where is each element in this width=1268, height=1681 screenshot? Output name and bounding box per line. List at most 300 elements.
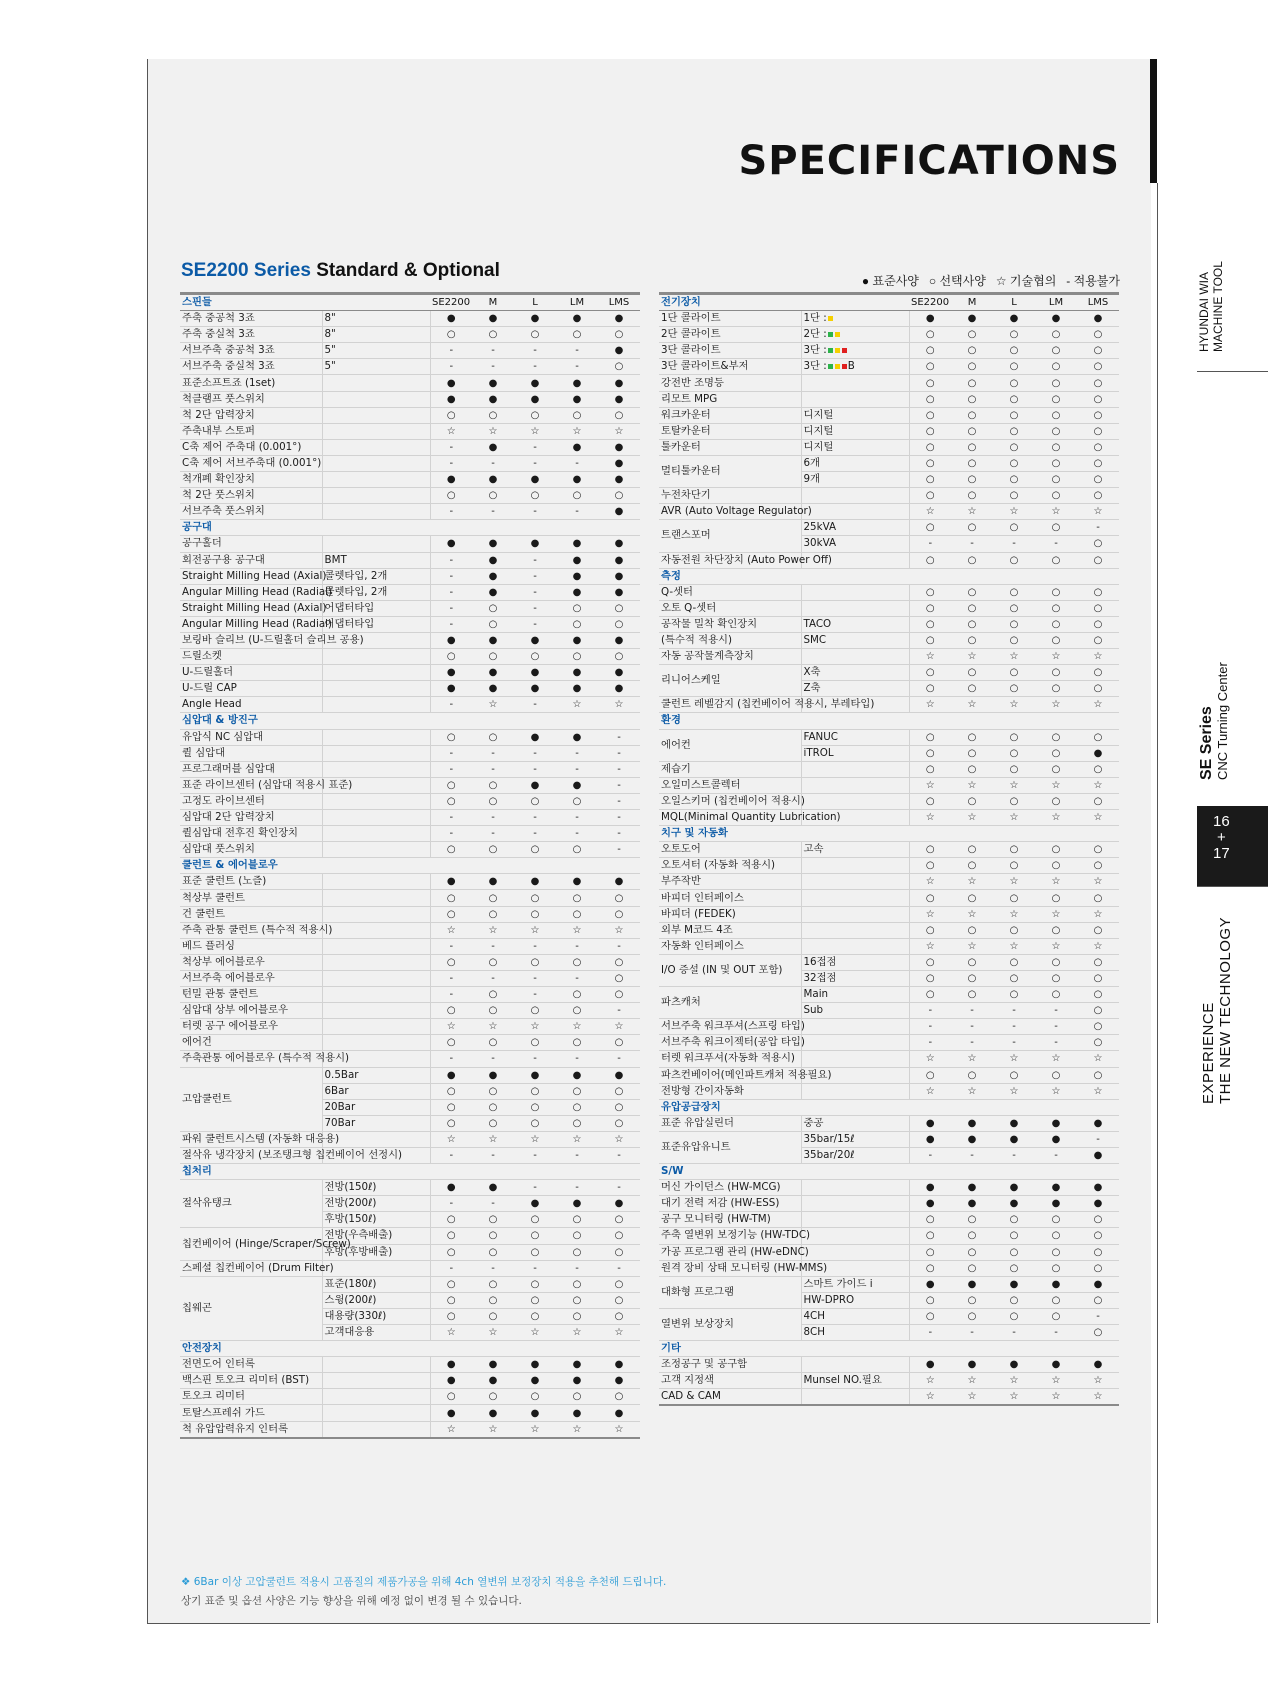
availability-symbol: ○ bbox=[598, 1083, 640, 1099]
spec-text: 표준(180ℓ) bbox=[324, 1277, 377, 1290]
table-row bbox=[659, 761, 1119, 777]
spec-text: 20Bar bbox=[324, 1100, 356, 1113]
availability-symbol: ○ bbox=[472, 1099, 514, 1115]
series-subtitle: CNC Turning Center bbox=[1215, 662, 1231, 780]
availability-symbol: ☆ bbox=[951, 697, 993, 713]
spec-text: 전방(200ℓ) bbox=[324, 1197, 377, 1210]
spec-text: 3단 : bbox=[803, 344, 827, 357]
availability-symbol: ○ bbox=[514, 1244, 556, 1260]
table-row bbox=[180, 1003, 640, 1019]
availability-symbol: ☆ bbox=[951, 906, 993, 922]
sidebar-series bbox=[1198, 630, 1231, 780]
availability-symbol: ○ bbox=[993, 1260, 1035, 1276]
spec-text: 콜렛타입, 2개 bbox=[324, 585, 388, 598]
item-name: I/O 증설 (IN 및 OUT 포함) bbox=[659, 954, 801, 986]
item-spec bbox=[322, 1244, 430, 1260]
availability-symbol: ○ bbox=[993, 488, 1035, 504]
item-spec bbox=[322, 906, 430, 922]
availability-symbol: ● bbox=[1035, 1196, 1077, 1212]
availability-symbol: ☆ bbox=[1035, 810, 1077, 826]
availability-symbol: ☆ bbox=[514, 423, 556, 439]
availability-symbol: - bbox=[430, 810, 472, 826]
availability-symbol: ☆ bbox=[1077, 1083, 1119, 1099]
availability-symbol: ☆ bbox=[1035, 1051, 1077, 1067]
table-row bbox=[659, 987, 1119, 1003]
item-name: 주축 중공척 3죠 bbox=[180, 311, 322, 327]
availability-symbol: ○ bbox=[1035, 552, 1077, 568]
availability-symbol: ☆ bbox=[951, 504, 993, 520]
availability-symbol: ● bbox=[951, 1276, 993, 1292]
availability-symbol: ○ bbox=[993, 729, 1035, 745]
item-name: 트랜스포머 bbox=[659, 520, 801, 552]
table-row bbox=[659, 1212, 1119, 1228]
item-name: 멀티툴카운터 bbox=[659, 455, 801, 487]
availability-symbol: ● bbox=[556, 1196, 598, 1212]
availability-symbol: - bbox=[472, 1260, 514, 1276]
item-spec bbox=[801, 1180, 909, 1196]
section-label: S/W bbox=[659, 1164, 1119, 1180]
item-spec bbox=[801, 311, 909, 327]
availability-symbol: ○ bbox=[472, 488, 514, 504]
item-spec bbox=[322, 616, 430, 632]
item-spec bbox=[801, 423, 909, 439]
availability-symbol: ● bbox=[556, 665, 598, 681]
availability-symbol: ○ bbox=[1077, 922, 1119, 938]
availability-symbol: - bbox=[556, 1147, 598, 1163]
item-spec bbox=[801, 1308, 909, 1324]
availability-symbol: ● bbox=[556, 375, 598, 391]
item-name: U-드릴 CAP bbox=[180, 681, 322, 697]
item-name: 워크카운터 bbox=[659, 407, 801, 423]
section-header-row bbox=[180, 1341, 640, 1357]
availability-symbol: ○ bbox=[993, 1228, 1035, 1244]
availability-symbol: ☆ bbox=[951, 1373, 993, 1389]
availability-symbol: ○ bbox=[1077, 681, 1119, 697]
availability-symbol: ☆ bbox=[514, 1019, 556, 1035]
item-spec bbox=[322, 1099, 430, 1115]
item-spec bbox=[801, 455, 909, 471]
availability-symbol: ☆ bbox=[951, 938, 993, 954]
table-row bbox=[180, 1180, 640, 1196]
item-name: 유압식 NC 심압대 bbox=[180, 729, 322, 745]
table-row bbox=[180, 343, 640, 359]
availability-symbol: ○ bbox=[514, 1276, 556, 1292]
availability-symbol: ○ bbox=[514, 1389, 556, 1405]
availability-symbol: ○ bbox=[951, 391, 993, 407]
spec-text: 16접점 bbox=[803, 955, 837, 968]
availability-symbol: ○ bbox=[514, 1083, 556, 1099]
table-row bbox=[659, 520, 1119, 536]
table-row bbox=[180, 1147, 640, 1163]
spec-text: Munsel NO.필요 bbox=[803, 1374, 882, 1387]
table-row bbox=[659, 1244, 1119, 1260]
availability-symbol: ○ bbox=[1035, 359, 1077, 375]
item-spec bbox=[801, 1357, 909, 1373]
availability-symbol: ☆ bbox=[1077, 1389, 1119, 1406]
availability-symbol: ○ bbox=[1077, 954, 1119, 970]
item-name: 터렛 워크푸셔(자동화 적용시) bbox=[659, 1051, 801, 1067]
availability-symbol: - bbox=[951, 1035, 993, 1051]
table-row bbox=[659, 455, 1119, 471]
item-name: Straight Milling Head (Axial) bbox=[180, 568, 322, 584]
availability-symbol: ● bbox=[472, 874, 514, 890]
item-spec bbox=[322, 407, 430, 423]
availability-symbol: - bbox=[514, 1180, 556, 1196]
sidebar-slogan bbox=[1200, 894, 1235, 1104]
sidebar-separator bbox=[1197, 886, 1268, 887]
table-row bbox=[180, 632, 640, 648]
availability-symbol: ○ bbox=[909, 1212, 951, 1228]
availability-symbol: ○ bbox=[1077, 858, 1119, 874]
item-spec bbox=[322, 1083, 430, 1099]
availability-symbol: ○ bbox=[1035, 681, 1077, 697]
availability-symbol: ○ bbox=[430, 1099, 472, 1115]
availability-symbol: ○ bbox=[1035, 1292, 1077, 1308]
table-row bbox=[180, 697, 640, 713]
spec-text: 전방(150ℓ) bbox=[324, 1181, 377, 1194]
availability-symbol: ○ bbox=[598, 954, 640, 970]
availability-symbol: ☆ bbox=[472, 423, 514, 439]
table-row bbox=[659, 1260, 1119, 1276]
item-name: 바피더 인터페이스 bbox=[659, 890, 801, 906]
item-name: 칩웨곤 bbox=[180, 1276, 322, 1340]
table-row bbox=[659, 552, 1119, 568]
availability-symbol: - bbox=[598, 1003, 640, 1019]
table-row bbox=[180, 761, 640, 777]
availability-symbol: - bbox=[598, 938, 640, 954]
availability-symbol: ○ bbox=[1077, 842, 1119, 858]
availability-symbol: ○ bbox=[1035, 1308, 1077, 1324]
item-spec bbox=[322, 311, 430, 327]
spec-text: 어댑터타입 bbox=[324, 617, 375, 630]
availability-symbol: ● bbox=[430, 1180, 472, 1196]
table-row bbox=[180, 665, 640, 681]
availability-symbol: - bbox=[430, 1051, 472, 1067]
spec-text: 8" bbox=[324, 328, 336, 341]
item-spec bbox=[801, 504, 909, 520]
availability-symbol: ○ bbox=[598, 407, 640, 423]
availability-symbol: ○ bbox=[1035, 970, 1077, 986]
item-name: 파츠컨베이어(메인파트캐쳐 적용필요) bbox=[659, 1067, 801, 1083]
availability-symbol: ● bbox=[514, 665, 556, 681]
availability-symbol: ○ bbox=[598, 1115, 640, 1131]
availability-symbol: ● bbox=[598, 375, 640, 391]
availability-symbol: ☆ bbox=[556, 922, 598, 938]
sidebar-divider bbox=[1157, 183, 1158, 1623]
buzzer-mark: B bbox=[847, 360, 855, 373]
availability-symbol: ○ bbox=[1077, 407, 1119, 423]
availability-symbol: ○ bbox=[909, 359, 951, 375]
availability-symbol: - bbox=[1035, 1147, 1077, 1163]
availability-symbol: ○ bbox=[514, 793, 556, 809]
section-header-row bbox=[180, 520, 640, 536]
availability-symbol: ○ bbox=[909, 1244, 951, 1260]
item-spec bbox=[801, 761, 909, 777]
availability-symbol: ● bbox=[556, 777, 598, 793]
availability-symbol: - bbox=[514, 970, 556, 986]
item-name: 서브주축 풋스위치 bbox=[180, 504, 322, 520]
availability-symbol: ● bbox=[598, 1373, 640, 1389]
table-row bbox=[180, 600, 640, 616]
availability-symbol: ☆ bbox=[993, 938, 1035, 954]
item-name: 토탈스프레쉬 가드 bbox=[180, 1405, 322, 1421]
item-spec bbox=[801, 729, 909, 745]
item-spec bbox=[322, 1019, 430, 1035]
availability-symbol: ○ bbox=[993, 761, 1035, 777]
availability-symbol: ○ bbox=[909, 954, 951, 970]
availability-symbol: ☆ bbox=[430, 1421, 472, 1438]
availability-symbol: ○ bbox=[1077, 729, 1119, 745]
availability-symbol: ○ bbox=[430, 954, 472, 970]
table-row bbox=[659, 407, 1119, 423]
availability-symbol: ○ bbox=[909, 987, 951, 1003]
item-spec bbox=[801, 858, 909, 874]
table-row bbox=[180, 472, 640, 488]
availability-symbol: ○ bbox=[909, 343, 951, 359]
availability-symbol: ● bbox=[598, 504, 640, 520]
availability-symbol: ○ bbox=[909, 584, 951, 600]
availability-symbol: ○ bbox=[909, 665, 951, 681]
item-name: 심압대 풋스위치 bbox=[180, 842, 322, 858]
item-spec bbox=[801, 632, 909, 648]
availability-symbol: - bbox=[514, 616, 556, 632]
availability-symbol: ○ bbox=[514, 649, 556, 665]
availability-symbol: ○ bbox=[1035, 439, 1077, 455]
availability-symbol: - bbox=[430, 987, 472, 1003]
spec-text: 스윙(200ℓ) bbox=[324, 1293, 377, 1306]
availability-symbol: - bbox=[514, 359, 556, 375]
item-name: 에어건 bbox=[180, 1035, 322, 1051]
item-spec bbox=[322, 552, 430, 568]
signal-lamp-color bbox=[828, 316, 833, 321]
item-name: 파워 쿨런트시스템 (자동화 대응용) bbox=[180, 1131, 322, 1147]
availability-symbol: ○ bbox=[1077, 391, 1119, 407]
availability-symbol: ○ bbox=[430, 407, 472, 423]
table-row bbox=[659, 1115, 1119, 1131]
availability-symbol: ○ bbox=[951, 327, 993, 343]
availability-symbol: ○ bbox=[951, 793, 993, 809]
availability-symbol: ● bbox=[598, 665, 640, 681]
availability-symbol: - bbox=[514, 1051, 556, 1067]
table-row bbox=[180, 375, 640, 391]
availability-symbol: ☆ bbox=[598, 1019, 640, 1035]
item-spec bbox=[801, 874, 909, 890]
table-header-row bbox=[180, 294, 640, 311]
availability-symbol: ○ bbox=[951, 520, 993, 536]
item-name: 리니어스케일 bbox=[659, 665, 801, 697]
availability-symbol: ○ bbox=[909, 488, 951, 504]
spec-text: 디지털 bbox=[803, 440, 834, 453]
table-row bbox=[659, 729, 1119, 745]
table-row bbox=[180, 1131, 640, 1147]
item-spec bbox=[322, 761, 430, 777]
availability-symbol: - bbox=[993, 1035, 1035, 1051]
availability-symbol: ● bbox=[514, 681, 556, 697]
availability-symbol: ☆ bbox=[598, 423, 640, 439]
availability-symbol: ○ bbox=[993, 745, 1035, 761]
availability-symbol: - bbox=[909, 1003, 951, 1019]
spec-text: Main bbox=[803, 988, 829, 1001]
spec-text: 2단 : bbox=[803, 328, 827, 341]
availability-symbol: ○ bbox=[556, 1099, 598, 1115]
spec-text: 70Bar bbox=[324, 1116, 356, 1129]
availability-symbol: - bbox=[514, 343, 556, 359]
availability-symbol: - bbox=[472, 359, 514, 375]
item-spec bbox=[322, 938, 430, 954]
availability-symbol: ○ bbox=[472, 890, 514, 906]
availability-symbol: ☆ bbox=[430, 423, 472, 439]
section-label: 심압대 & 방진구 bbox=[180, 713, 640, 729]
availability-symbol: - bbox=[430, 552, 472, 568]
table-row bbox=[659, 697, 1119, 713]
availability-symbol: ○ bbox=[1077, 761, 1119, 777]
table-row bbox=[659, 649, 1119, 665]
availability-symbol: - bbox=[951, 1147, 993, 1163]
availability-symbol: ○ bbox=[1035, 391, 1077, 407]
item-spec bbox=[322, 504, 430, 520]
availability-symbol: - bbox=[556, 970, 598, 986]
availability-symbol: ● bbox=[598, 1067, 640, 1083]
section-header-row bbox=[180, 1164, 640, 1180]
availability-symbol: ● bbox=[514, 311, 556, 327]
availability-symbol: ○ bbox=[909, 520, 951, 536]
spec-text: FANUC bbox=[803, 730, 838, 743]
availability-symbol: ○ bbox=[951, 600, 993, 616]
availability-symbol: ● bbox=[472, 1357, 514, 1373]
item-spec bbox=[322, 681, 430, 697]
availability-symbol: ○ bbox=[993, 375, 1035, 391]
table-row bbox=[180, 793, 640, 809]
legend-not-applicable: - 적용불가 bbox=[1066, 274, 1120, 288]
availability-symbol: ○ bbox=[556, 987, 598, 1003]
availability-symbol: ○ bbox=[993, 632, 1035, 648]
availability-symbol: - bbox=[514, 439, 556, 455]
availability-symbol: ○ bbox=[1035, 1228, 1077, 1244]
page-number-plus: + bbox=[1217, 829, 1226, 846]
item-name: Angular Milling Head (Radial) bbox=[180, 584, 322, 600]
availability-symbol: ● bbox=[430, 536, 472, 552]
item-name: 고객 지정색 bbox=[659, 1373, 801, 1389]
availability-symbol: - bbox=[430, 568, 472, 584]
table-row bbox=[180, 1421, 640, 1438]
item-spec bbox=[322, 729, 430, 745]
availability-symbol: ○ bbox=[472, 1244, 514, 1260]
item-name: 회전공구용 공구대 bbox=[180, 552, 322, 568]
availability-symbol: ○ bbox=[993, 584, 1035, 600]
table-row bbox=[180, 745, 640, 761]
availability-symbol: ○ bbox=[556, 1212, 598, 1228]
availability-symbol: ☆ bbox=[993, 874, 1035, 890]
availability-symbol: - bbox=[556, 359, 598, 375]
availability-symbol: ○ bbox=[1035, 455, 1077, 471]
availability-symbol: - bbox=[472, 343, 514, 359]
availability-symbol: ☆ bbox=[1035, 649, 1077, 665]
availability-symbol: ○ bbox=[951, 954, 993, 970]
spec-text: 1단 : bbox=[803, 312, 827, 325]
availability-symbol: ○ bbox=[909, 552, 951, 568]
table-row bbox=[180, 970, 640, 986]
page-number-left: 16 bbox=[1213, 813, 1230, 830]
availability-symbol: ● bbox=[556, 681, 598, 697]
model-header: LMS bbox=[598, 294, 640, 311]
availability-symbol: ○ bbox=[1077, 327, 1119, 343]
item-name: 절삭유탱크 bbox=[180, 1180, 322, 1228]
table-row bbox=[659, 1067, 1119, 1083]
table-row bbox=[180, 1228, 640, 1244]
availability-symbol: ● bbox=[556, 568, 598, 584]
slogan-line-2: THE NEW TECHNOLOGY bbox=[1217, 916, 1235, 1104]
availability-symbol: - bbox=[472, 745, 514, 761]
availability-symbol: ○ bbox=[1077, 359, 1119, 375]
spec-text: TACO bbox=[803, 617, 832, 630]
availability-symbol: ○ bbox=[1077, 455, 1119, 471]
availability-symbol: ○ bbox=[993, 665, 1035, 681]
item-spec bbox=[322, 391, 430, 407]
table-row bbox=[180, 1019, 640, 1035]
availability-symbol: ☆ bbox=[909, 874, 951, 890]
availability-symbol: ● bbox=[1035, 311, 1077, 327]
availability-symbol: ● bbox=[514, 375, 556, 391]
availability-symbol: ○ bbox=[993, 987, 1035, 1003]
availability-symbol: ○ bbox=[472, 616, 514, 632]
spec-text: 디지털 bbox=[803, 424, 834, 437]
availability-symbol: ○ bbox=[951, 987, 993, 1003]
availability-symbol: ○ bbox=[1035, 472, 1077, 488]
availability-symbol: ☆ bbox=[993, 1083, 1035, 1099]
table-row bbox=[659, 922, 1119, 938]
availability-symbol: ● bbox=[556, 1405, 598, 1421]
item-spec bbox=[322, 826, 430, 842]
availability-symbol: ● bbox=[556, 472, 598, 488]
table-row bbox=[659, 1228, 1119, 1244]
availability-symbol: - bbox=[1077, 520, 1119, 536]
availability-symbol: ● bbox=[430, 1357, 472, 1373]
item-spec bbox=[322, 1228, 430, 1244]
availability-symbol: ☆ bbox=[1077, 810, 1119, 826]
section-header-row bbox=[659, 1099, 1119, 1115]
availability-symbol: - bbox=[993, 1325, 1035, 1341]
availability-symbol: ● bbox=[472, 681, 514, 697]
availability-symbol: ○ bbox=[430, 1389, 472, 1405]
availability-symbol: ○ bbox=[1035, 793, 1077, 809]
availability-symbol: ○ bbox=[1035, 954, 1077, 970]
item-name: 툴카운터 bbox=[659, 439, 801, 455]
table-row bbox=[659, 632, 1119, 648]
item-spec bbox=[801, 954, 909, 970]
availability-symbol: - bbox=[514, 600, 556, 616]
availability-symbol: ● bbox=[514, 1405, 556, 1421]
spec-text: X축 bbox=[803, 666, 821, 679]
availability-symbol: ○ bbox=[993, 970, 1035, 986]
availability-symbol: ○ bbox=[951, 1067, 993, 1083]
availability-symbol: ○ bbox=[951, 584, 993, 600]
availability-symbol: ○ bbox=[909, 407, 951, 423]
availability-symbol: - bbox=[1077, 1131, 1119, 1147]
availability-symbol: ○ bbox=[598, 1308, 640, 1324]
table-row bbox=[180, 890, 640, 906]
availability-symbol: ● bbox=[514, 1196, 556, 1212]
availability-symbol: ● bbox=[993, 1180, 1035, 1196]
availability-symbol: ● bbox=[951, 1115, 993, 1131]
spec-table-right bbox=[659, 292, 1119, 1406]
availability-symbol: ☆ bbox=[951, 1083, 993, 1099]
item-name: 드릴소켓 bbox=[180, 649, 322, 665]
item-spec bbox=[801, 745, 909, 761]
availability-symbol: ● bbox=[598, 584, 640, 600]
availability-symbol: - bbox=[909, 1019, 951, 1035]
availability-symbol: ● bbox=[556, 729, 598, 745]
availability-symbol: ☆ bbox=[1035, 874, 1077, 890]
